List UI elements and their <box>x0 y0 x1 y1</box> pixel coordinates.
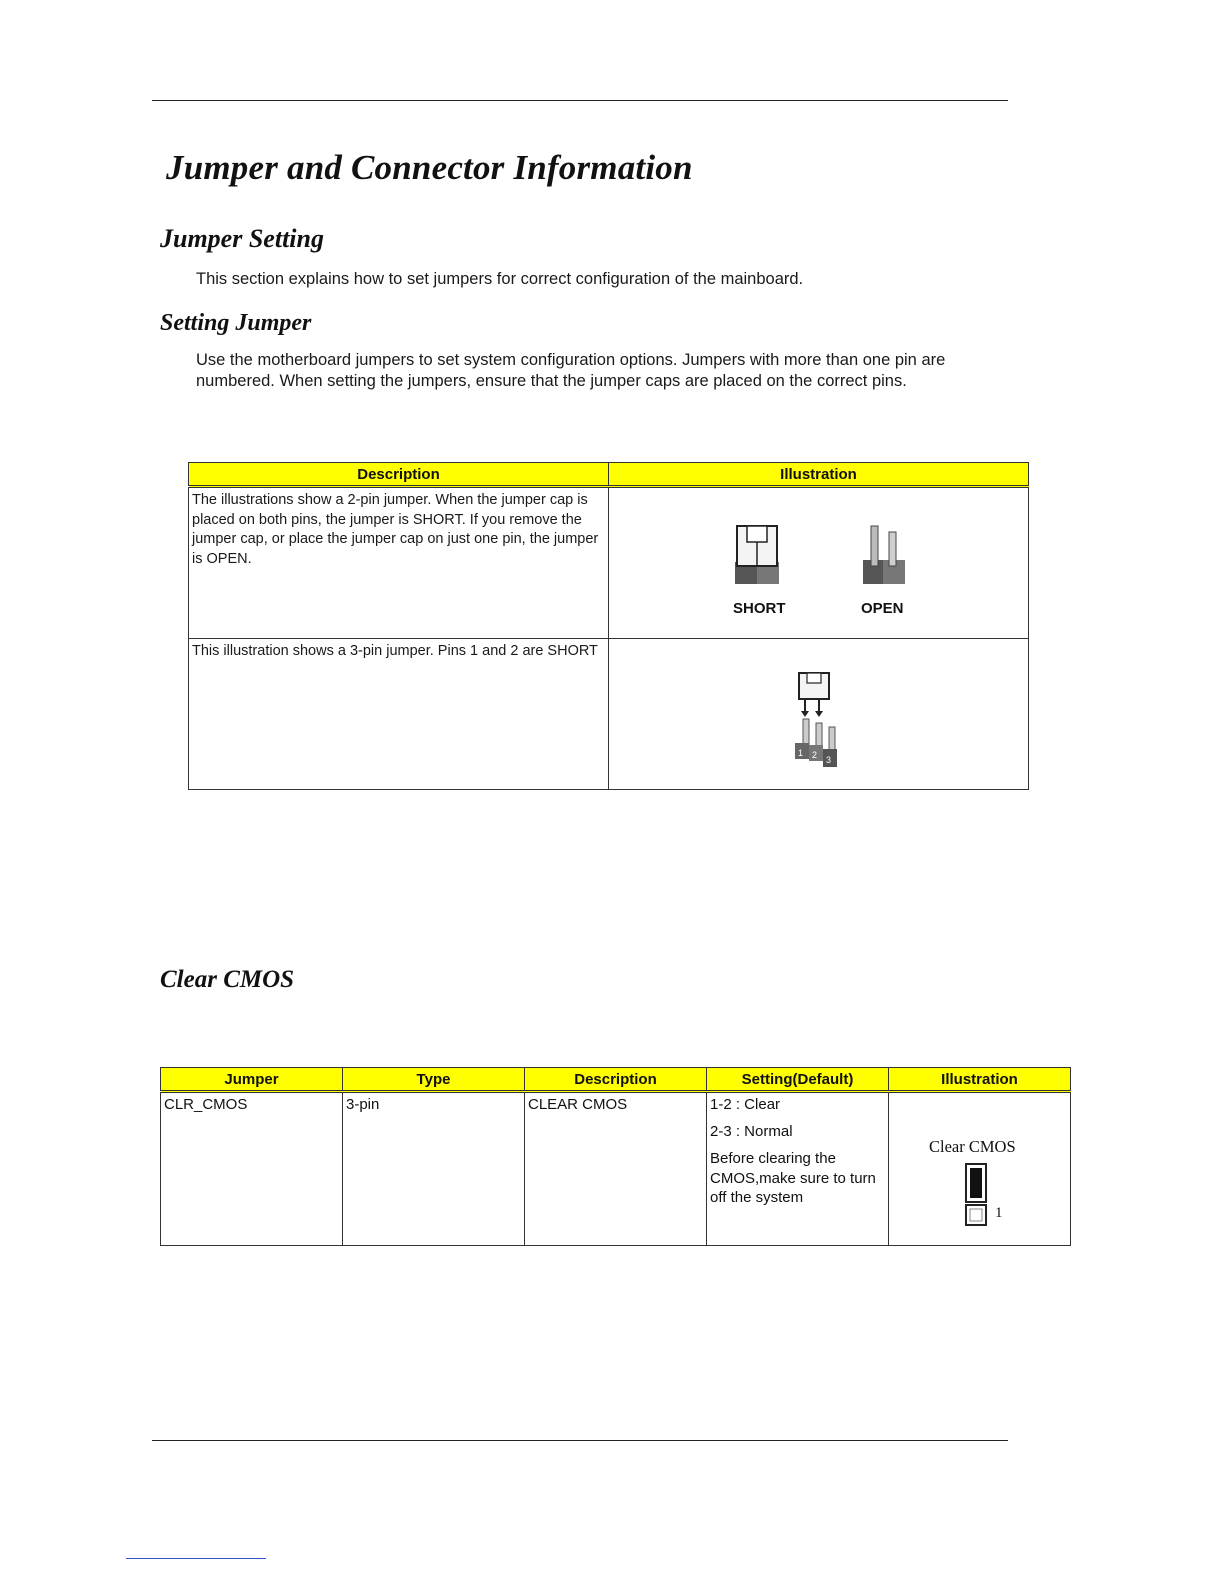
cmos-setting-2: 2-3 : Normal <box>710 1123 793 1140</box>
cmos-header-illustration: Illustration <box>889 1068 1071 1092</box>
setting-jumper-heading: Setting Jumper <box>160 310 312 336</box>
cmos-jumper-value: CLR_CMOS <box>164 1096 248 1113</box>
three-pin-jumper-icon <box>787 671 847 771</box>
three-pin-description: This illustration shows a 3-pin jumper. Pins 1 and 2 are SHORT <box>192 643 598 659</box>
clear-cmos-illus-label: Clear CMOS <box>929 1137 1016 1156</box>
pin-number-2: 2 <box>812 750 818 760</box>
jumper-table-header-description: Description <box>189 463 609 487</box>
short-jumper-icon <box>729 522 789 592</box>
cmos-description-value: CLEAR CMOS <box>528 1096 628 1113</box>
page-title: Jumper and Connector Information <box>166 148 693 187</box>
cmos-type-value: 3-pin <box>346 1096 380 1113</box>
two-pin-description: The illustrations show a 2-pin jumper. When the jumper cap is placed on both pins, the jumper is SHORT. If you remove the jumper cap, or place the jumper cap on just one pin, the jumper is OPEN. <box>192 492 599 567</box>
clear-cmos-pin-number: 1 <box>995 1205 1003 1221</box>
pin-number-3: 3 <box>826 755 832 765</box>
setting-jumper-text-2: numbered. When setting the jumpers, ensure that the jumper caps are placed on the correct pins. <box>196 372 907 390</box>
footer-link-line <box>126 1558 266 1559</box>
open-label: OPEN <box>861 600 904 617</box>
jumper-table <box>188 462 1029 790</box>
cmos-setting-1: 1-2 : Clear <box>710 1096 781 1113</box>
short-label: SHORT <box>733 600 786 617</box>
cmos-header-jumper: Jumper <box>161 1068 343 1092</box>
table-row <box>161 1092 1071 1246</box>
table-row <box>189 487 609 639</box>
cmos-setting-note: Before clearing the CMOS,make sure to turn off the system <box>710 1150 876 1206</box>
pin-number-1: 1 <box>798 748 804 758</box>
jumper-setting-text: This section explains how to set jumpers for correct configuration of the mainboard. <box>196 270 804 288</box>
open-jumper-icon <box>859 522 919 592</box>
two-pin-illustration-cell <box>609 487 1029 639</box>
cmos-header-type: Type <box>343 1068 525 1092</box>
clear-cmos-jumper-icon <box>965 1163 989 1227</box>
footer-rule <box>152 1440 1008 1441</box>
jumper-table-header-illustration: Illustration <box>609 463 1029 487</box>
setting-jumper-text-1: Use the motherboard jumpers to set system configuration options. Jumpers with more than one pin are <box>196 351 946 369</box>
jumper-setting-heading: Jumper Setting <box>160 224 324 253</box>
cmos-header-description: Description <box>525 1068 707 1092</box>
table-row <box>189 639 609 790</box>
clear-cmos-heading: Clear CMOS <box>160 966 295 993</box>
cmos-table <box>160 1067 1071 1246</box>
header-rule <box>152 100 1008 101</box>
three-pin-illustration-cell <box>609 639 1029 790</box>
cmos-header-setting: Setting(Default) <box>707 1068 889 1092</box>
